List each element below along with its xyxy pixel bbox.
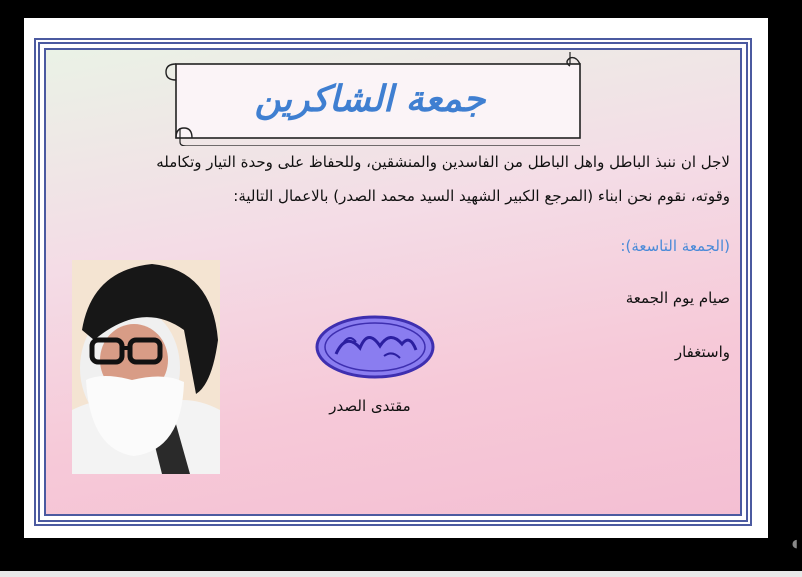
body-text-line-1: لاجل ان ننبذ الباطل واهل الباطل من الفاسدين والمنشقين، وللحفاظ على وحدة التيار وتكامله [156, 153, 730, 171]
action-item-1: صيام يوم الجمعة [625, 289, 730, 307]
subheading: (الجمعة التاسعة): [620, 237, 730, 255]
action-item-2: واستغفار [674, 343, 730, 361]
portrait-photo [72, 260, 220, 474]
signature-name: مقتدى الصدر [329, 397, 411, 415]
certificate-title: جمعة الشاكرين [254, 78, 486, 120]
seal-stamp [314, 314, 436, 380]
corner-icon: ◖ [792, 537, 798, 550]
bottom-edge-bar [0, 571, 802, 577]
body-text-line-2: وقوته، نقوم نحن ابناء (المرجع الكبير الشهيد السيد محمد الصدر) بالاعمال التالية: [233, 187, 730, 205]
